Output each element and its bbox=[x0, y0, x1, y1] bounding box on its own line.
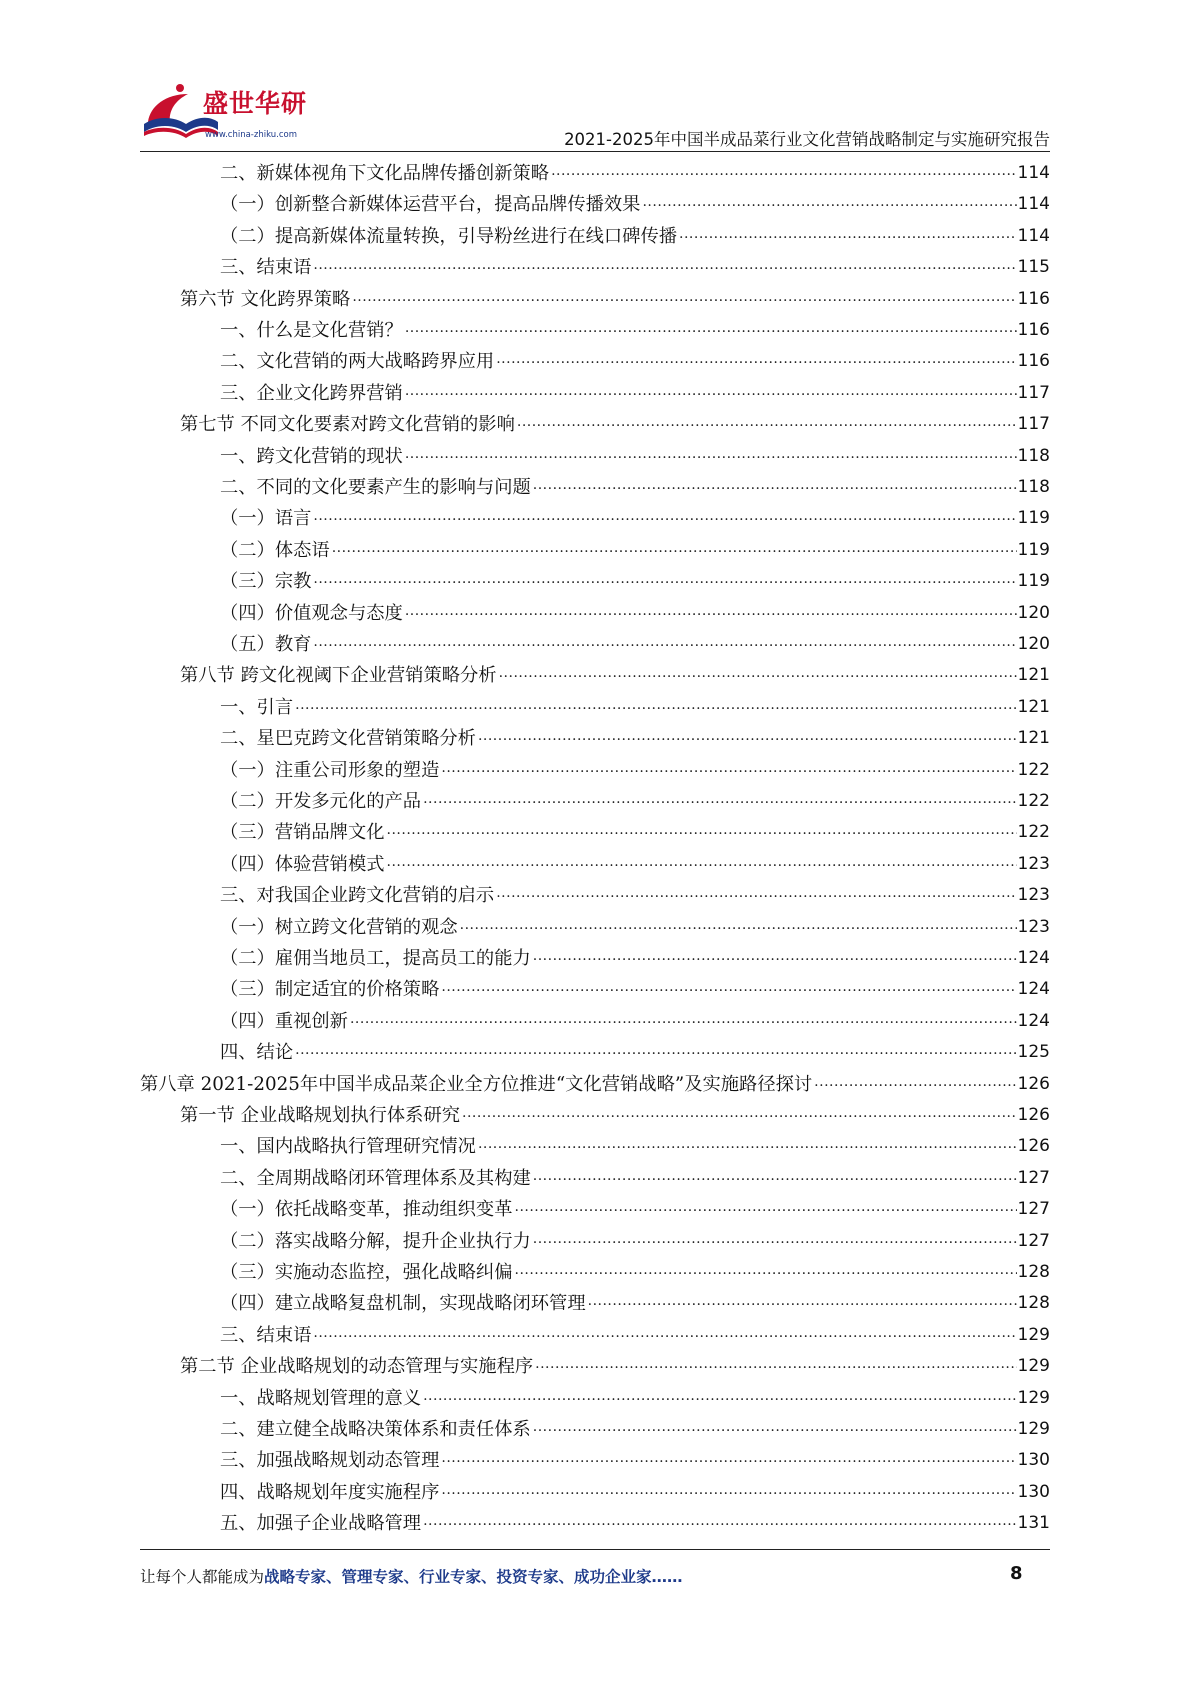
document-title: 2021-2025年中国半成品菜行业文化营销战略制定与实施研究报告 bbox=[564, 130, 1050, 149]
toc-entry[interactable] bbox=[180, 660, 1050, 691]
toc-dot-leader bbox=[517, 409, 1017, 440]
toc-entry-page: 121 bbox=[1017, 728, 1050, 749]
toc-entry[interactable] bbox=[220, 817, 1050, 848]
toc-entry[interactable] bbox=[220, 629, 1050, 660]
toc-entry-title: （二）雇佣当地员工，提高员工的能力 bbox=[220, 948, 531, 969]
toc-entry-title: 一、战略规划管理的意义 bbox=[220, 1387, 422, 1409]
toc-entry-title: 第八章 2021-2025年中国半成品菜企业全方位推进“文化营销战略”及实施路径探讨 bbox=[140, 1073, 813, 1095]
toc-entry-page: 117 bbox=[1017, 414, 1050, 435]
toc-entry-title: （四）建立战略复盘机制，实现战略闭环管理 bbox=[220, 1293, 586, 1315]
header-divider bbox=[140, 151, 1050, 152]
toc-entry-page: 129 bbox=[1017, 1419, 1050, 1439]
toc-entry-page: 127 bbox=[1017, 1230, 1050, 1251]
toc-entry-title: 一、什么是文化营销？ bbox=[220, 320, 403, 341]
toc-dot-leader bbox=[499, 660, 1017, 691]
toc-entry-title: （三）实施动态监控，强化战略纠偏 bbox=[220, 1262, 513, 1283]
toc-entry-title: （一）树立跨文化营销的观念 bbox=[220, 916, 458, 938]
toc-entry[interactable] bbox=[220, 441, 1050, 472]
toc-entry[interactable] bbox=[220, 692, 1050, 723]
footer-divider bbox=[140, 1549, 1050, 1550]
toc-entry-title: 四、结论 bbox=[220, 1042, 294, 1064]
toc-dot-leader bbox=[533, 1414, 1017, 1445]
toc-entry[interactable] bbox=[220, 1006, 1050, 1037]
toc-entry-title: 三、对我国企业跨文化营销的启示 bbox=[220, 885, 495, 907]
toc-entry-page: 123 bbox=[1017, 853, 1050, 874]
toc-dot-leader bbox=[441, 974, 1016, 1005]
toc-entry-page: 129 bbox=[1017, 1356, 1050, 1377]
logo-text: 盛世华研 bbox=[203, 89, 308, 118]
toc-entry[interactable] bbox=[220, 566, 1050, 597]
toc-dot-leader bbox=[441, 1477, 1016, 1508]
toc-dot-leader bbox=[535, 1351, 1016, 1382]
footer-slogan bbox=[140, 1565, 683, 1587]
toc-entry-title: （四）体验营销模式 bbox=[220, 853, 385, 875]
page-header bbox=[140, 80, 1050, 155]
toc-entry-title: （一）注重公司形象的塑造 bbox=[220, 759, 440, 781]
toc-entry-page: 130 bbox=[1017, 1450, 1050, 1471]
toc-dot-leader bbox=[332, 535, 1017, 566]
toc-entry[interactable] bbox=[220, 189, 1050, 220]
toc-dot-leader bbox=[551, 158, 1016, 189]
toc-entry-title: （三）宗教 bbox=[220, 571, 312, 593]
toc-entry-page: 126 bbox=[1017, 1105, 1050, 1125]
toc-entry[interactable] bbox=[220, 1414, 1050, 1445]
toc-entry-title: 三、企业文化跨界营销 bbox=[220, 382, 403, 404]
toc-entry-page: 114 bbox=[1017, 194, 1050, 215]
toc-entry-title: （四）重视创新 bbox=[220, 1010, 348, 1032]
toc-dot-leader bbox=[313, 1320, 1016, 1351]
toc-dot-leader bbox=[533, 943, 1017, 974]
toc-entry-title: 二、不同的文化要素产生的影响与问题 bbox=[220, 477, 531, 498]
toc-dot-leader bbox=[387, 817, 1017, 848]
toc-entry[interactable] bbox=[220, 1477, 1050, 1508]
toc-entry[interactable] bbox=[220, 943, 1050, 974]
toc-dot-leader bbox=[350, 1006, 1017, 1037]
toc-dot-leader bbox=[405, 598, 1017, 629]
toc-entry-page: 123 bbox=[1017, 916, 1050, 937]
toc-dot-leader bbox=[441, 1445, 1016, 1476]
toc-entry[interactable] bbox=[220, 1131, 1050, 1162]
toc-dot-leader bbox=[588, 1288, 1017, 1319]
toc-entry[interactable] bbox=[220, 880, 1050, 911]
toc-entry-page: 119 bbox=[1017, 539, 1050, 560]
toc-entry-title: 三、结束语 bbox=[220, 257, 312, 279]
logo-url: www.china-zhiku.com bbox=[205, 130, 297, 140]
toc-dot-leader bbox=[515, 1194, 1017, 1225]
toc-entry-page: 122 bbox=[1017, 759, 1050, 780]
toc-entry-page: 119 bbox=[1017, 571, 1050, 592]
page-number: 8 bbox=[1010, 1563, 1023, 1584]
toc-entry[interactable] bbox=[220, 723, 1050, 754]
toc-dot-leader bbox=[533, 472, 1017, 503]
toc-dot-leader bbox=[313, 252, 1016, 283]
toc-dot-leader bbox=[405, 441, 1017, 472]
toc-entry-title: （三）营销品牌文化 bbox=[220, 822, 385, 844]
toc-dot-leader bbox=[441, 755, 1016, 786]
toc-entry-page: 123 bbox=[1017, 885, 1050, 906]
toc-entry[interactable] bbox=[220, 378, 1050, 409]
toc-entry-title: 第八节 跨文化视阈下企业营销策略分析 bbox=[180, 665, 497, 687]
toc-dot-leader bbox=[496, 346, 1016, 377]
toc-entry[interactable] bbox=[220, 1194, 1050, 1225]
toc-entry-title: （五）教育 bbox=[220, 634, 312, 655]
toc-entry-title: （二）体态语 bbox=[220, 539, 330, 561]
toc-dot-leader bbox=[423, 1508, 1016, 1539]
toc-entry-page: 115 bbox=[1017, 257, 1050, 278]
toc-entry-page: 127 bbox=[1017, 1167, 1050, 1188]
toc-entry-page: 121 bbox=[1017, 696, 1050, 717]
toc-entry[interactable] bbox=[220, 1226, 1050, 1257]
toc-dot-leader bbox=[423, 1383, 1016, 1414]
toc-entry[interactable] bbox=[220, 503, 1050, 534]
toc-entry-page: 118 bbox=[1017, 477, 1050, 497]
toc-dot-leader bbox=[478, 1131, 1017, 1162]
toc-entry-page: 121 bbox=[1017, 665, 1050, 686]
toc-entry-page: 125 bbox=[1017, 1042, 1050, 1063]
toc-entry-page: 116 bbox=[1017, 288, 1050, 309]
toc-dot-leader bbox=[295, 692, 1016, 723]
footer-slogan-highlight: 战略专家、管理专家、行业专家、投资专家、成功企业家…… bbox=[264, 1568, 683, 1586]
toc-entry-title: 五、加强子企业战略管理 bbox=[220, 1513, 422, 1535]
toc-entry[interactable] bbox=[140, 1069, 1050, 1100]
footer-slogan-prefix: 让每个人都能成为 bbox=[140, 1568, 265, 1586]
toc-entry[interactable] bbox=[220, 252, 1050, 283]
toc-entry-title: （二）提高新媒体流量转换，引导粉丝进行在线口碑传播 bbox=[220, 225, 678, 247]
toc-entry[interactable] bbox=[220, 912, 1050, 943]
toc-entry-title: （二）落实战略分解，提升企业执行力 bbox=[220, 1230, 531, 1252]
toc-entry-page: 117 bbox=[1017, 382, 1050, 403]
toc-entry[interactable] bbox=[220, 1508, 1050, 1539]
toc-entry[interactable] bbox=[220, 472, 1050, 503]
toc-entry-title: 二、星巴克跨文化营销策略分析 bbox=[220, 728, 476, 750]
toc-dot-leader bbox=[460, 912, 1017, 943]
toc-entry-title: 一、引言 bbox=[220, 696, 294, 718]
toc-entry-page: 122 bbox=[1017, 791, 1050, 811]
toc-dot-leader bbox=[313, 566, 1016, 597]
toc-entry[interactable] bbox=[220, 1037, 1050, 1068]
toc-entry-title: 一、跨文化营销的现状 bbox=[220, 445, 403, 467]
toc-entry[interactable] bbox=[220, 849, 1050, 880]
toc-entry-title: 第一节 企业战略规划执行体系研究 bbox=[180, 1105, 461, 1126]
toc-entry[interactable] bbox=[220, 1383, 1050, 1414]
toc-entry-page: 120 bbox=[1017, 602, 1050, 623]
toc-entry-page: 116 bbox=[1017, 320, 1050, 340]
toc-entry-page: 124 bbox=[1017, 979, 1050, 1000]
toc-dot-leader bbox=[679, 221, 1017, 252]
toc-dot-leader bbox=[814, 1069, 1016, 1100]
toc-entry-title: 二、新媒体视角下文化品牌传播创新策略 bbox=[220, 163, 550, 184]
toc-dot-leader bbox=[533, 1226, 1017, 1257]
toc-entry-page: 128 bbox=[1017, 1293, 1050, 1314]
toc-entry-page: 129 bbox=[1017, 1324, 1050, 1345]
toc-dot-leader bbox=[533, 1163, 1017, 1194]
toc-entry[interactable] bbox=[220, 974, 1050, 1005]
toc-entry[interactable] bbox=[220, 535, 1050, 566]
toc-entry-page: 130 bbox=[1017, 1481, 1050, 1502]
toc-entry-page: 122 bbox=[1017, 822, 1050, 843]
toc-entry-title: （一）创新整合新媒体运营平台，提高品牌传播效果 bbox=[220, 194, 641, 216]
toc-entry-page: 114 bbox=[1017, 163, 1050, 183]
toc-entry-title: 二、建立健全战略决策体系和责任体系 bbox=[220, 1419, 531, 1440]
toc-entry[interactable] bbox=[220, 1320, 1050, 1351]
toc-entry-page: 124 bbox=[1017, 1010, 1050, 1031]
toc-dot-leader bbox=[295, 1037, 1016, 1068]
toc-entry-page: 128 bbox=[1017, 1262, 1050, 1282]
toc-entry-page: 119 bbox=[1017, 508, 1050, 529]
toc-entry-title: 一、国内战略执行管理研究情况 bbox=[220, 1136, 476, 1158]
toc-entry-title: （三）制定适宜的价格策略 bbox=[220, 979, 440, 1001]
toc-entry-title: （一）依托战略变革，推动组织变革 bbox=[220, 1199, 513, 1221]
toc-entry[interactable] bbox=[220, 315, 1050, 346]
toc-dot-leader bbox=[405, 315, 1017, 346]
toc-entry-title: （一）语言 bbox=[220, 508, 312, 530]
toc-entry-title: 第六节 文化跨界策略 bbox=[180, 288, 351, 310]
toc-entry-page: 114 bbox=[1017, 225, 1050, 246]
toc-entry[interactable] bbox=[180, 409, 1050, 440]
toc-dot-leader bbox=[478, 723, 1017, 754]
toc-dot-leader bbox=[352, 284, 1016, 315]
toc-entry-page: 116 bbox=[1017, 351, 1050, 372]
toc-dot-leader bbox=[515, 1257, 1017, 1288]
toc-entry[interactable] bbox=[180, 284, 1050, 315]
toc-dot-leader bbox=[313, 503, 1016, 534]
toc-dot-leader bbox=[462, 1100, 1017, 1131]
toc-dot-leader bbox=[496, 880, 1016, 911]
toc-entry-page: 118 bbox=[1017, 445, 1050, 466]
toc-entry-page: 127 bbox=[1017, 1199, 1050, 1220]
toc-entry[interactable] bbox=[220, 598, 1050, 629]
toc-entry[interactable] bbox=[220, 1288, 1050, 1319]
toc-entry-title: 四、战略规划年度实施程序 bbox=[220, 1481, 440, 1503]
toc-entry-page: 126 bbox=[1017, 1073, 1050, 1094]
toc-entry[interactable] bbox=[220, 755, 1050, 786]
toc-entry-page: 131 bbox=[1017, 1513, 1050, 1534]
toc-entry[interactable] bbox=[220, 1257, 1050, 1288]
toc-entry[interactable] bbox=[180, 1351, 1050, 1382]
toc-entry-title: 二、文化营销的两大战略跨界应用 bbox=[220, 351, 495, 373]
toc-dot-leader bbox=[642, 189, 1016, 220]
toc-entry-title: 二、全周期战略闭环管理体系及其构建 bbox=[220, 1167, 531, 1189]
toc-dot-leader bbox=[423, 786, 1016, 817]
toc-entry[interactable] bbox=[220, 221, 1050, 252]
toc-entry[interactable] bbox=[220, 1163, 1050, 1194]
toc-entry-page: 126 bbox=[1017, 1136, 1050, 1157]
toc-entry[interactable] bbox=[180, 1100, 1050, 1131]
toc-entry[interactable] bbox=[220, 1445, 1050, 1476]
toc-entry[interactable] bbox=[220, 346, 1050, 377]
toc-entry-title: 三、加强战略规划动态管理 bbox=[220, 1450, 440, 1472]
toc-entry-title: （二）开发多元化的产品 bbox=[220, 791, 422, 812]
toc-entry-title: 第七节 不同文化要素对跨文化营销的影响 bbox=[180, 414, 515, 436]
toc-dot-leader bbox=[387, 849, 1017, 880]
toc-entry[interactable] bbox=[220, 786, 1050, 817]
toc-dot-leader bbox=[313, 629, 1016, 660]
toc-entry[interactable] bbox=[220, 158, 1050, 189]
toc-entry-page: 120 bbox=[1017, 634, 1050, 654]
toc-entry-title: 第二节 企业战略规划的动态管理与实施程序 bbox=[180, 1356, 534, 1378]
toc-entry-page: 129 bbox=[1017, 1387, 1050, 1408]
toc-entry-title: （四）价值观念与态度 bbox=[220, 602, 403, 624]
toc-entry-page: 124 bbox=[1017, 948, 1050, 968]
toc-entry-title: 三、结束语 bbox=[220, 1324, 312, 1346]
toc-dot-leader bbox=[405, 378, 1017, 409]
